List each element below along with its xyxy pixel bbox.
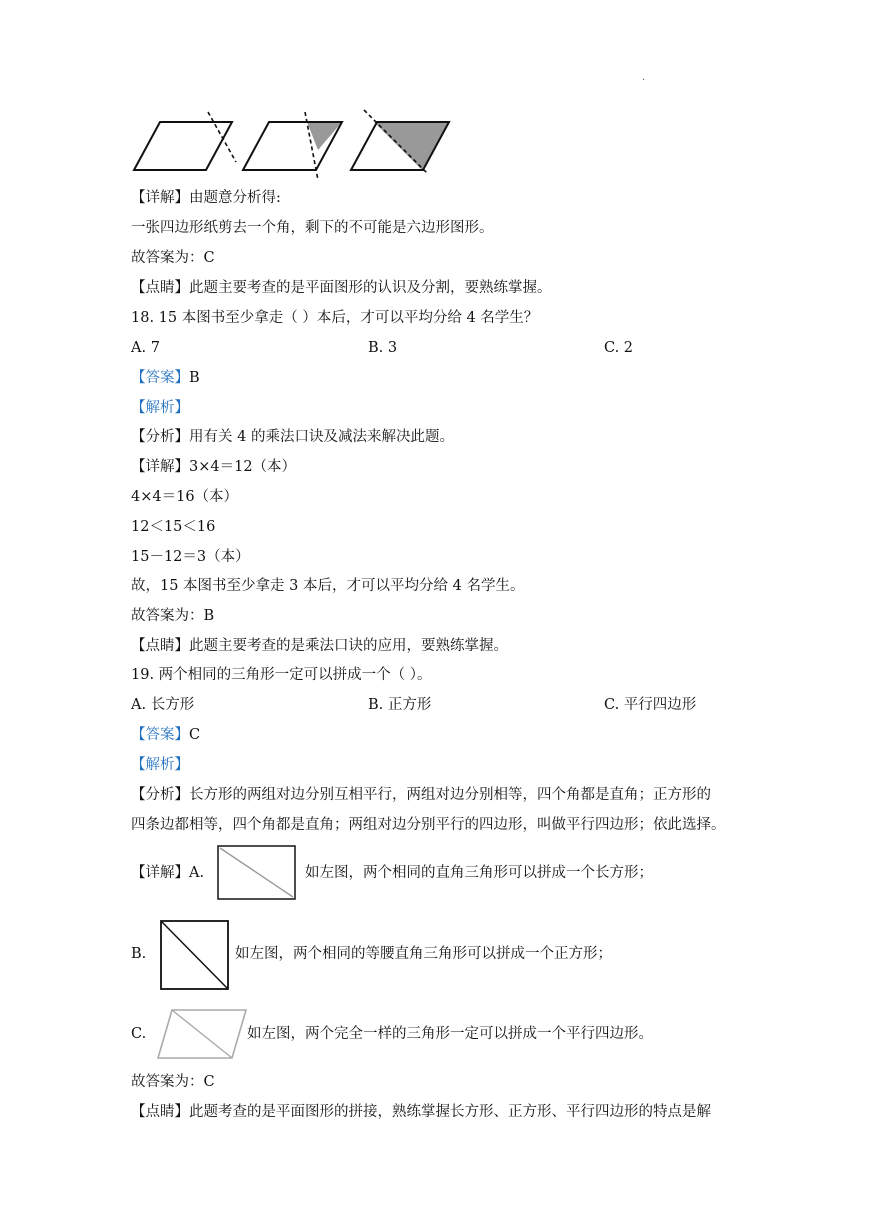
q19-stem: 19. 两个相同的三角形一定可以拼成一个（ ）。 xyxy=(131,667,432,683)
q18-option-a: A. 7 xyxy=(131,340,160,356)
q17-explanation: 一张四边形纸剪去一个角，剩下的不可能是六边形图形。 xyxy=(131,220,494,236)
q19-detail-b-text: 如左图，两个相同的等腰直角三角形可以拼成一个正方形； xyxy=(235,946,612,962)
q18-stem: 18. 15 本图书至少拿走（ ）本后，才可以平均分给 4 名学生？ xyxy=(131,310,539,326)
q19-answer: 【答案】C xyxy=(131,727,201,743)
q19-detail-c-label: C. xyxy=(131,1026,147,1042)
q17-final-answer: 故答案为：C xyxy=(131,250,215,266)
q18-comment: 【点睛】此题主要考查的是乘法口诀的应用，要熟练掌握。 xyxy=(131,638,508,654)
q18-detail-line-5: 故，15 本图书至少拿走 3 本后，才可以平均分给 4 名学生。 xyxy=(131,578,525,594)
cut-line-1 xyxy=(208,112,236,162)
page-mark: . xyxy=(642,72,646,83)
q19-final-answer: 故答案为：C xyxy=(131,1074,215,1090)
q18-detail-line-3: 12＜15＜16 xyxy=(131,519,216,535)
q17-detail: 【详解】由题意分析得: xyxy=(131,190,281,206)
q19-option-b: B. 正方形 xyxy=(368,697,432,713)
parallelogram-diagram xyxy=(156,1008,248,1060)
q19-option-a: A. 长方形 xyxy=(131,697,195,713)
q18-option-b: B. 3 xyxy=(368,340,398,356)
q18-detail-line-1: 【详解】3×4＝12（本） xyxy=(131,459,297,475)
q18-detail-line-4: 15－12＝3（本） xyxy=(131,549,250,565)
q18-fenxi: 【分析】用有关 4 的乘法口诀及减法来解决此题。 xyxy=(131,429,454,445)
parallelogram-1 xyxy=(134,122,232,170)
q19-fenxi-line-1: 【分析】长方形的两组对边分别互相平行，两组对边分别相等，四个角都是直角；正方形的 xyxy=(131,787,711,803)
q19-fenxi-line-2: 四条边都相等，四个角都是直角；两组对边分别平行的四边形，叫做平行四边形；依此选择。 xyxy=(131,817,726,833)
parallelogram-2-shaded-corner xyxy=(307,122,342,150)
q19-detail-a-text: 如左图，两个相同的直角三角形可以拼成一个长方形； xyxy=(305,865,653,881)
q19-detail-b-label: B. xyxy=(131,946,147,962)
q18-answer: 【答案】B xyxy=(131,370,200,386)
rectangle-diagram xyxy=(217,845,297,901)
q19-analysis-heading: 【解析】 xyxy=(131,757,189,773)
q17-comment: 【点睛】此题主要考查的是平面图形的认识及分割，要熟练掌握。 xyxy=(131,280,552,296)
q18-detail-line-2: 4×4＝16（本） xyxy=(131,489,239,505)
q19-option-c: C. 平行四边形 xyxy=(604,697,697,713)
q19-detail-a-label: 【详解】A. xyxy=(131,865,205,881)
q18-final-answer: 故答案为：B xyxy=(131,608,215,624)
square-diagram xyxy=(160,920,230,990)
q18-analysis-heading: 【解析】 xyxy=(131,400,189,416)
q18-option-c: C. 2 xyxy=(604,340,634,356)
q19-comment: 【点睛】此题考查的是平面图形的拼接，熟练掌握长方形、正方形、平行四边形的特点是解 xyxy=(131,1104,711,1120)
parallelogram-3-shaded-corner xyxy=(374,122,449,170)
q19-detail-c-text: 如左图，两个完全一样的三角形一定可以拼成一个平行四边形。 xyxy=(247,1026,653,1042)
